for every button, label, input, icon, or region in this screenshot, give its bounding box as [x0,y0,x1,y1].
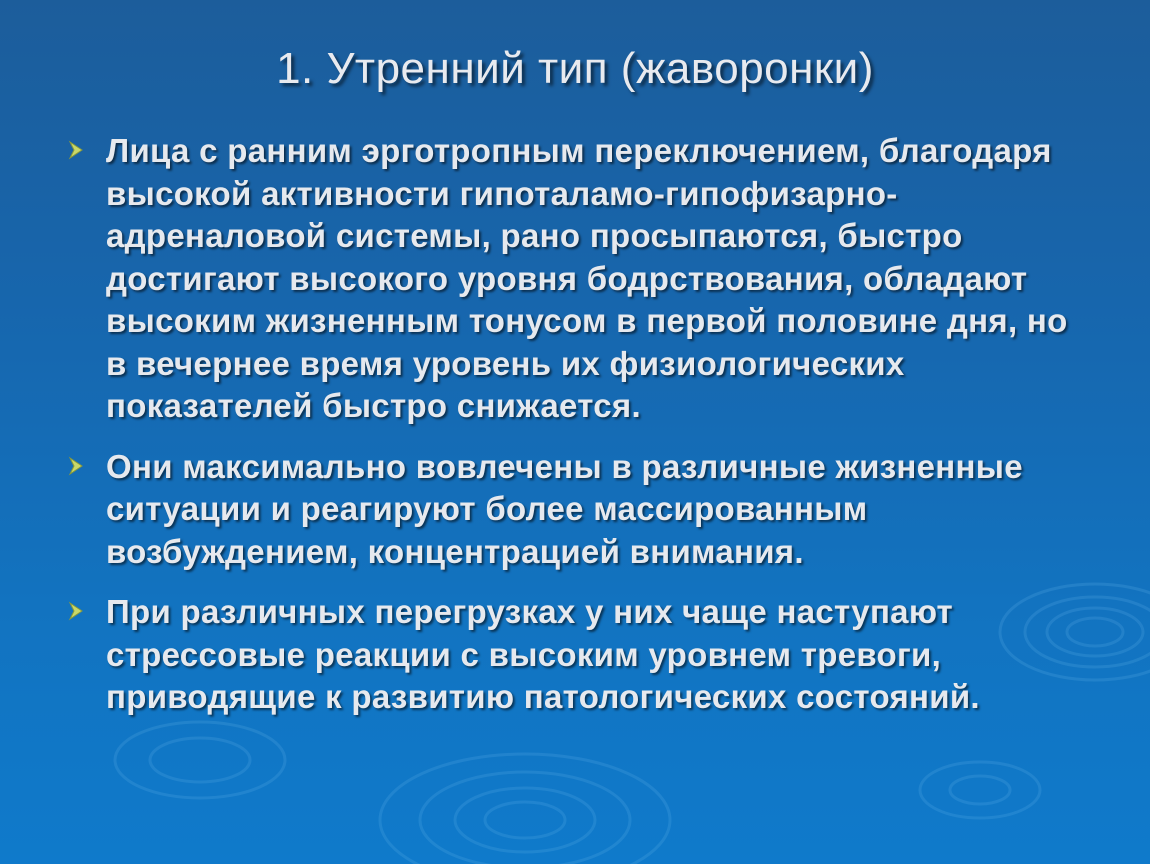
chevron-right-icon [66,455,88,477]
bullet-item [62,591,1092,719]
chevron-right-icon [66,139,88,161]
chevron-right-icon [66,600,88,622]
bullet-list [62,130,1092,737]
bullet-item [62,130,1092,428]
bullet-text: Они максимально вовлечены в различные жизненные ситуации и реагируют более массированным возбуждением, концентрацией внимания. [106,447,1023,570]
slide-title: 1. Утренний тип (жаворонки) [276,44,874,93]
bullet-text: Лица с ранним эрготропным переключением, благодаря высокой активности гипоталамо-гипофизарно-адреналовой системы, рано просыпаются, быстро достигают высокого уровня бодрствования, обладают высоким жизненным тонусом в первой половине дня, но в вечернее время уровень их физиологических показателей быстро снижается. [106,132,1068,424]
bullet-text: При различных перегрузках у них чаще наступают стрессовые реакции с высоким уровнем тревоги, приводящие к развитию патологических состояний. [106,593,980,715]
bullet-item [62,446,1092,574]
